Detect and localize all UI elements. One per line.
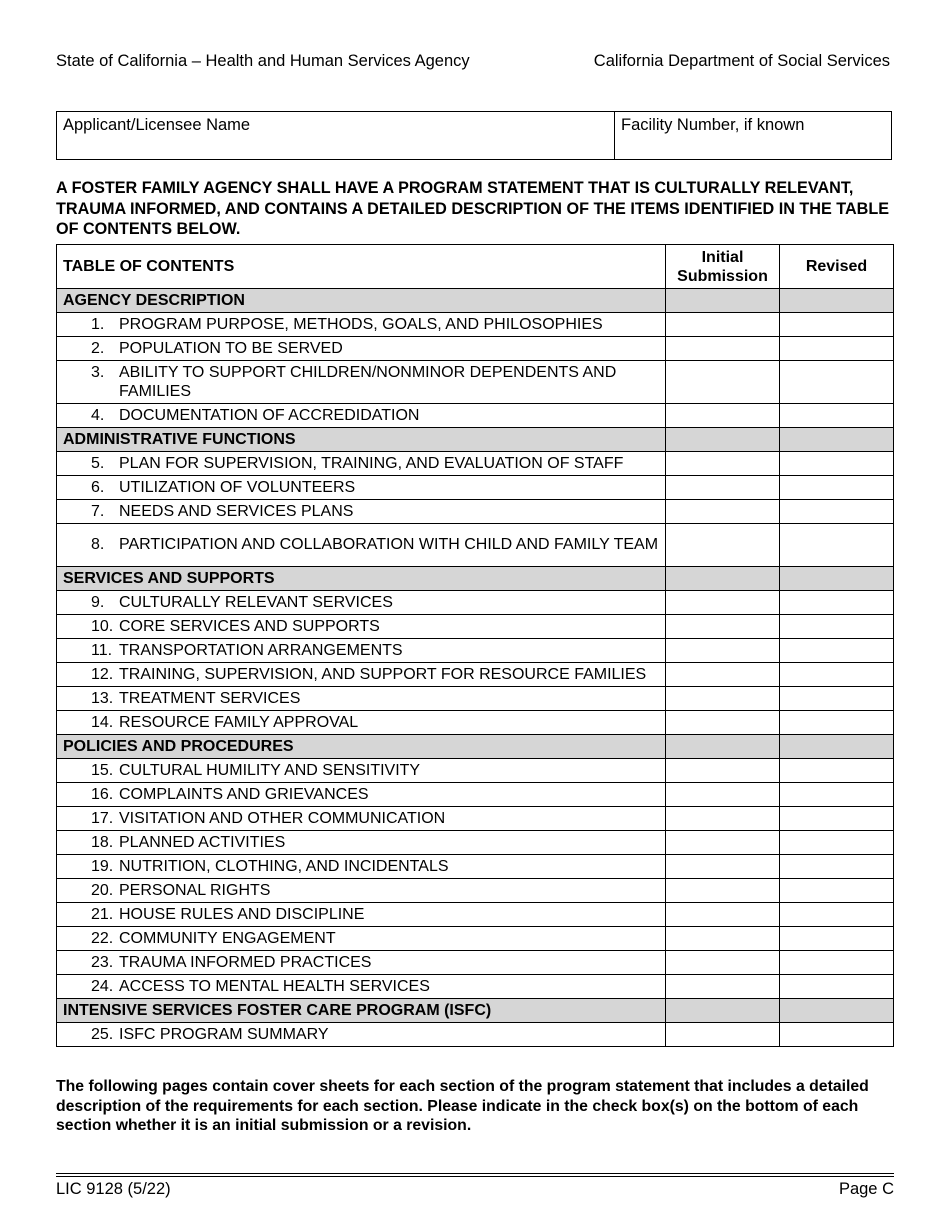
toc-item <box>57 855 666 879</box>
initial-submission-cell[interactable] <box>666 831 780 855</box>
toc-item-row <box>57 337 894 361</box>
revised-cell[interactable] <box>780 807 894 831</box>
section-revised-cell <box>780 999 894 1023</box>
toc-item <box>57 831 666 855</box>
revised-cell[interactable] <box>780 687 894 711</box>
item-number: 22. <box>91 929 114 947</box>
toc-item <box>57 404 666 428</box>
toc-item <box>57 711 666 735</box>
toc-item <box>57 476 666 500</box>
section-row <box>57 428 894 452</box>
toc-item-row <box>57 615 894 639</box>
toc-item <box>57 500 666 524</box>
initial-submission-cell[interactable] <box>666 783 780 807</box>
initial-submission-cell[interactable] <box>666 591 780 615</box>
item-text: COMMUNITY ENGAGEMENT <box>119 929 336 947</box>
section-row <box>57 735 894 759</box>
section-label: POLICIES AND PROCEDURES <box>57 735 666 759</box>
initial-submission-cell[interactable] <box>666 855 780 879</box>
revised-cell[interactable] <box>780 452 894 476</box>
toc-item <box>57 524 666 567</box>
initial-submission-cell[interactable] <box>666 500 780 524</box>
section-label: ADMINISTRATIVE FUNCTIONS <box>57 428 666 452</box>
revised-cell[interactable] <box>780 831 894 855</box>
item-text: CULTURALLY RELEVANT SERVICES <box>119 593 393 611</box>
toc-item <box>57 361 666 404</box>
toc-item <box>57 759 666 783</box>
facility-number-label: Facility Number, if known <box>621 116 805 134</box>
page-number: Page C <box>838 1180 894 1198</box>
revised-cell[interactable] <box>780 524 894 567</box>
revised-cell[interactable] <box>780 337 894 361</box>
initial-submission-cell[interactable] <box>666 404 780 428</box>
item-number: 4. <box>91 406 105 424</box>
department-name: California Department of Social Services <box>593 52 890 70</box>
revised-cell[interactable] <box>780 783 894 807</box>
toc-item <box>57 903 666 927</box>
footer-rule <box>56 1173 894 1174</box>
toc-item <box>57 615 666 639</box>
item-text: PROGRAM PURPOSE, METHODS, GOALS, AND PHILOSOPHIES <box>119 315 603 333</box>
toc-item <box>57 663 666 687</box>
toc-item-row <box>57 1023 894 1047</box>
revised-cell[interactable] <box>780 591 894 615</box>
item-number: 15. <box>91 761 114 779</box>
toc-item <box>57 313 666 337</box>
item-text: PLAN FOR SUPERVISION, TRAINING, AND EVALUATION OF STAFF <box>119 454 624 472</box>
toc-item-row <box>57 500 894 524</box>
toc-item-row <box>57 404 894 428</box>
item-number: 6. <box>91 478 105 496</box>
section-initial-cell <box>666 289 780 313</box>
toc-item-row <box>57 783 894 807</box>
agency-name: State of California – Health and Human Services Agency <box>56 52 470 70</box>
initial-submission-cell[interactable] <box>666 524 780 567</box>
toc-item <box>57 639 666 663</box>
toc-item-row <box>57 476 894 500</box>
item-text: COMPLAINTS AND GRIEVANCES <box>119 785 369 803</box>
toc-item-row <box>57 452 894 476</box>
item-text: ISFC PROGRAM SUMMARY <box>119 1025 329 1043</box>
toc-item-row <box>57 975 894 999</box>
item-number: 11. <box>91 641 113 659</box>
section-revised-cell <box>780 567 894 591</box>
initial-submission-cell[interactable] <box>666 759 780 783</box>
revised-cell[interactable] <box>780 975 894 999</box>
toc-item-row <box>57 687 894 711</box>
section-revised-cell <box>780 428 894 452</box>
item-number: 23. <box>91 953 114 971</box>
item-number: 9. <box>91 593 105 611</box>
initial-submission-cell[interactable] <box>666 711 780 735</box>
item-text: DOCUMENTATION OF ACCREDIDATION <box>119 406 420 424</box>
initial-submission-cell[interactable] <box>666 337 780 361</box>
revised-cell[interactable] <box>780 759 894 783</box>
page-header <box>56 52 890 71</box>
item-text: PARTICIPATION AND COLLABORATION WITH CHILD AND FAMILY TEAM <box>119 536 659 554</box>
initial-submission-cell[interactable] <box>666 452 780 476</box>
toc-title: TABLE OF CONTENTS <box>57 245 666 289</box>
toc-item-row <box>57 879 894 903</box>
item-text: PLANNED ACTIVITIES <box>119 833 286 851</box>
toc-item-row <box>57 759 894 783</box>
item-text: HOUSE RULES AND DISCIPLINE <box>119 905 365 923</box>
section-revised-cell <box>780 735 894 759</box>
section-revised-cell <box>780 289 894 313</box>
item-text: TRANSPORTATION ARRANGEMENTS <box>119 641 403 659</box>
form-id: LIC 9128 (5/22) <box>56 1180 171 1198</box>
applicant-info-box <box>56 111 892 160</box>
initial-submission-cell[interactable] <box>666 476 780 500</box>
toc-item <box>57 927 666 951</box>
initial-submission-cell[interactable] <box>666 313 780 337</box>
initial-submission-cell[interactable] <box>666 663 780 687</box>
item-number: 14. <box>91 713 114 731</box>
toc-item <box>57 337 666 361</box>
applicant-name-label: Applicant/Licensee Name <box>63 116 251 134</box>
revised-cell[interactable] <box>780 1023 894 1047</box>
revised-cell[interactable] <box>780 951 894 975</box>
section-row <box>57 567 894 591</box>
revised-cell[interactable] <box>780 663 894 687</box>
toc-item-row <box>57 524 894 567</box>
initial-submission-cell[interactable] <box>666 807 780 831</box>
toc-item-row <box>57 807 894 831</box>
item-text: ABILITY TO SUPPORT CHILDREN/NONMINOR DEPENDENTS AND FAMILIES <box>119 363 617 400</box>
toc-item <box>57 687 666 711</box>
item-number: 13. <box>91 689 114 707</box>
section-row <box>57 999 894 1023</box>
revised-cell[interactable] <box>780 615 894 639</box>
toc-item-row <box>57 313 894 337</box>
item-number: 3. <box>91 363 105 381</box>
toc-item <box>57 591 666 615</box>
revised-cell[interactable] <box>780 500 894 524</box>
initial-submission-cell[interactable] <box>666 927 780 951</box>
initial-submission-cell[interactable] <box>666 687 780 711</box>
item-number: 19. <box>91 857 114 875</box>
item-text: VISITATION AND OTHER COMMUNICATION <box>119 809 446 827</box>
toc-item <box>57 975 666 999</box>
toc-item <box>57 951 666 975</box>
toc-item-row <box>57 855 894 879</box>
item-number: 25. <box>91 1025 114 1043</box>
initial-submission-cell[interactable] <box>666 951 780 975</box>
toc-item <box>57 783 666 807</box>
item-number: 12. <box>91 665 114 683</box>
toc-item-row <box>57 711 894 735</box>
item-text: POPULATION TO BE SERVED <box>119 339 343 357</box>
intro-statement: A FOSTER FAMILY AGENCY SHALL HAVE A PROGRAM STATEMENT THAT IS CULTURALLY RELEVANT, TRAUMA INFORMED, AND CONTAINS A DETAILED DESCRIPTION OF THE ITEMS IDENTIFIED IN THE TABLE OF CONTENTS BELOW. <box>56 179 890 238</box>
toc-item-row <box>57 831 894 855</box>
toc-item <box>57 807 666 831</box>
item-text: CORE SERVICES AND SUPPORTS <box>119 617 380 635</box>
revised-cell[interactable] <box>780 404 894 428</box>
toc-item-row <box>57 927 894 951</box>
section-initial-cell <box>666 735 780 759</box>
section-label: INTENSIVE SERVICES FOSTER CARE PROGRAM (ISFC) <box>57 999 666 1023</box>
toc-header-row <box>57 245 894 289</box>
section-initial-cell <box>666 999 780 1023</box>
toc-item-row <box>57 639 894 663</box>
table-of-contents <box>56 244 894 1047</box>
applicant-name-field[interactable] <box>57 112 615 159</box>
toc-item-row <box>57 361 894 404</box>
initial-submission-cell[interactable] <box>666 615 780 639</box>
toc-item-row <box>57 591 894 615</box>
revised-cell[interactable] <box>780 711 894 735</box>
section-label: SERVICES AND SUPPORTS <box>57 567 666 591</box>
item-number: 16. <box>91 785 114 803</box>
initial-submission-header: Initial Submission <box>666 245 780 289</box>
item-text: TRAINING, SUPERVISION, AND SUPPORT FOR RESOURCE FAMILIES <box>119 665 647 683</box>
item-number: 1. <box>91 315 105 333</box>
section-initial-cell <box>666 567 780 591</box>
item-text: ACCESS TO MENTAL HEALTH SERVICES <box>119 977 430 995</box>
item-number: 21. <box>91 905 114 923</box>
item-text: RESOURCE FAMILY APPROVAL <box>119 713 359 731</box>
toc-item-row <box>57 663 894 687</box>
item-number: 8. <box>91 536 105 554</box>
instructions-note: The following pages contain cover sheets for each section of the program statement that includes a detailed description of the requirements for each section. Please indicate in the check box(s) on the bottom of each section whether it is an initial submission or a revision. <box>56 1078 869 1134</box>
item-number: 5. <box>91 454 105 472</box>
item-text: PERSONAL RIGHTS <box>119 881 271 899</box>
toc-item <box>57 879 666 903</box>
toc-item <box>57 1023 666 1047</box>
revised-cell[interactable] <box>780 361 894 404</box>
item-number: 20. <box>91 881 114 899</box>
page-footer <box>56 1180 894 1199</box>
item-text: CULTURAL HUMILITY AND SENSITIVITY <box>119 761 421 779</box>
footer-rule <box>56 1176 894 1177</box>
section-label: AGENCY DESCRIPTION <box>57 289 666 313</box>
revised-header: Revised <box>780 245 894 289</box>
item-number: 17. <box>91 809 114 827</box>
facility-number-field[interactable] <box>615 112 891 159</box>
initial-submission-cell[interactable] <box>666 361 780 404</box>
section-row <box>57 289 894 313</box>
item-number: 7. <box>91 502 105 520</box>
initial-submission-cell[interactable] <box>666 879 780 903</box>
item-number: 2. <box>91 339 105 357</box>
initial-submission-cell[interactable] <box>666 903 780 927</box>
item-text: UTILIZATION OF VOLUNTEERS <box>119 478 356 496</box>
revised-cell[interactable] <box>780 927 894 951</box>
revised-cell[interactable] <box>780 903 894 927</box>
section-initial-cell <box>666 428 780 452</box>
revised-cell[interactable] <box>780 639 894 663</box>
item-text: NUTRITION, CLOTHING, AND INCIDENTALS <box>119 857 449 875</box>
item-text: NEEDS AND SERVICES PLANS <box>119 502 354 520</box>
item-text: TREATMENT SERVICES <box>119 689 301 707</box>
initial-submission-cell[interactable] <box>666 639 780 663</box>
revised-cell[interactable] <box>780 476 894 500</box>
toc-item-row <box>57 951 894 975</box>
revised-cell[interactable] <box>780 879 894 903</box>
item-number: 24. <box>91 977 114 995</box>
initial-submission-cell[interactable] <box>666 1023 780 1047</box>
item-text: TRAUMA INFORMED PRACTICES <box>119 953 372 971</box>
revised-cell[interactable] <box>780 855 894 879</box>
toc-item <box>57 452 666 476</box>
initial-submission-cell[interactable] <box>666 975 780 999</box>
item-number: 18. <box>91 833 114 851</box>
revised-cell[interactable] <box>780 313 894 337</box>
toc-item-row <box>57 903 894 927</box>
item-number: 10. <box>91 617 114 635</box>
